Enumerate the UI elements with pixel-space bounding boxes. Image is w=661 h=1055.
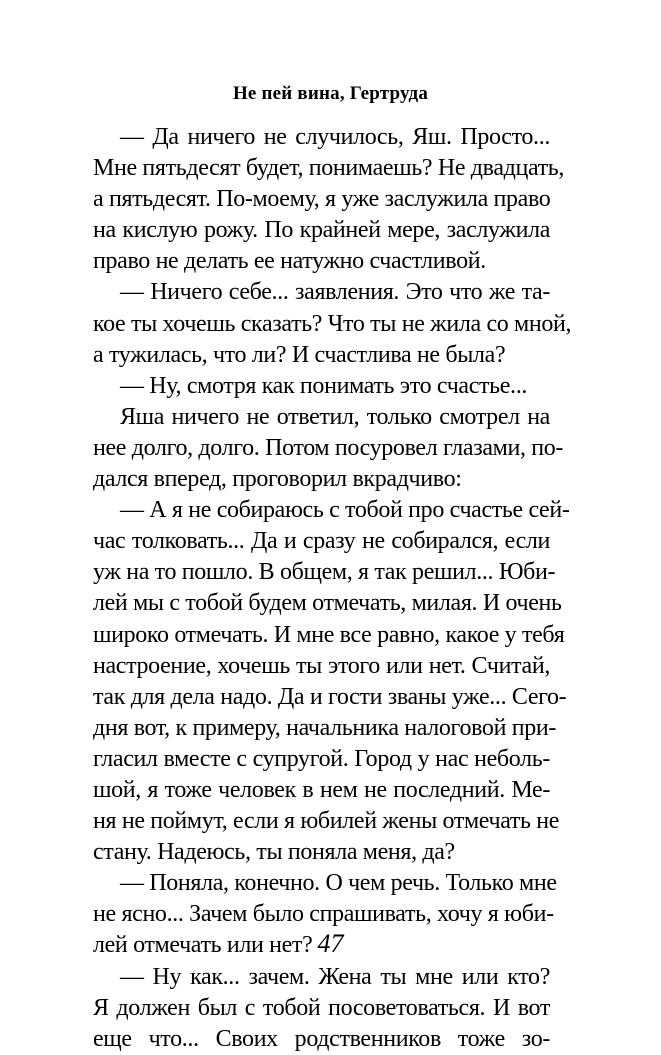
text-line: не ясно... Зачем было спрашивать, хочу я юби- bbox=[93, 901, 554, 928]
text-line: ня не поймут, если я юбилей жены отмечать не bbox=[93, 808, 560, 835]
text-line: а тужилась, что ли? И счастлива не была? bbox=[93, 341, 506, 368]
text-line: так для дела надо. Да и гости званы уже... Сего- bbox=[93, 683, 567, 710]
text-line: лей отмечать или нет? bbox=[93, 932, 313, 959]
text-line: — А я не собираюсь с тобой про счастье сей- bbox=[120, 497, 570, 524]
text-line: — Ну, смотря как понимать это счастье... bbox=[120, 372, 528, 399]
text-line: час толковать... Да и сразу не собирался, если bbox=[93, 528, 550, 555]
text-line: дня вот, к примеру, начальника налоговой при- bbox=[93, 714, 556, 741]
text-line: дался вперед, проговорил вкрадчиво: bbox=[93, 466, 462, 493]
text-line: Яша ничего не ответил, только смотрел на bbox=[120, 403, 550, 430]
text-line: — Ну как... зачем. Жена ты мне или кто? bbox=[120, 963, 550, 990]
text-line: стану. Надеюсь, ты поняла меня, да? bbox=[93, 839, 455, 866]
text-line: уж на то пошло. В общем, я так решил... Юби- bbox=[93, 559, 556, 586]
text-line: еще что... Своих родственников тоже зо- bbox=[93, 1025, 550, 1052]
text-line: Мне пятьдесят будет, понимаешь? Не двадцать, bbox=[93, 155, 565, 182]
text-line: — Да ничего не случилось, Яш. Просто... bbox=[120, 124, 550, 150]
text-line: кое ты хочешь сказать? Что ты не жила со мной, bbox=[93, 310, 572, 337]
text-line: а пятьдесят. По-моему, я уже заслужила право bbox=[93, 186, 551, 213]
body-text bbox=[93, 122, 572, 1055]
text-line: настроение, хочешь ты этого или нет. Считай, bbox=[93, 652, 550, 679]
text-line: лей мы с тобой будем отмечать, милая. И очень bbox=[93, 590, 562, 617]
running-head: Не пей вина, Гертруда bbox=[232, 83, 429, 104]
text-line: широко отмечать. И мне все равно, какое у тебя bbox=[93, 621, 565, 648]
text-line: право не делать ее натужно счастливой. bbox=[93, 248, 486, 275]
text-line: Я должен был с тобой посоветоваться. И вот bbox=[93, 994, 550, 1021]
text-line: шой, я тоже человек в нем не последний. Ме- bbox=[93, 776, 550, 803]
text-line: нее долго, долго. Потом посуровел глазами, по- bbox=[93, 434, 564, 461]
text-line: гласил вместе с супругой. Город у нас неболь- bbox=[93, 745, 550, 772]
text-line: на кислую рожу. По крайней мере, заслужила bbox=[93, 217, 550, 244]
page-number: 47 bbox=[317, 929, 344, 958]
text-line: — Поняла, конечно. О чем речь. Только мне bbox=[120, 870, 557, 897]
text-line: — Ничего себе... заявления. Это что же та- bbox=[120, 279, 550, 306]
